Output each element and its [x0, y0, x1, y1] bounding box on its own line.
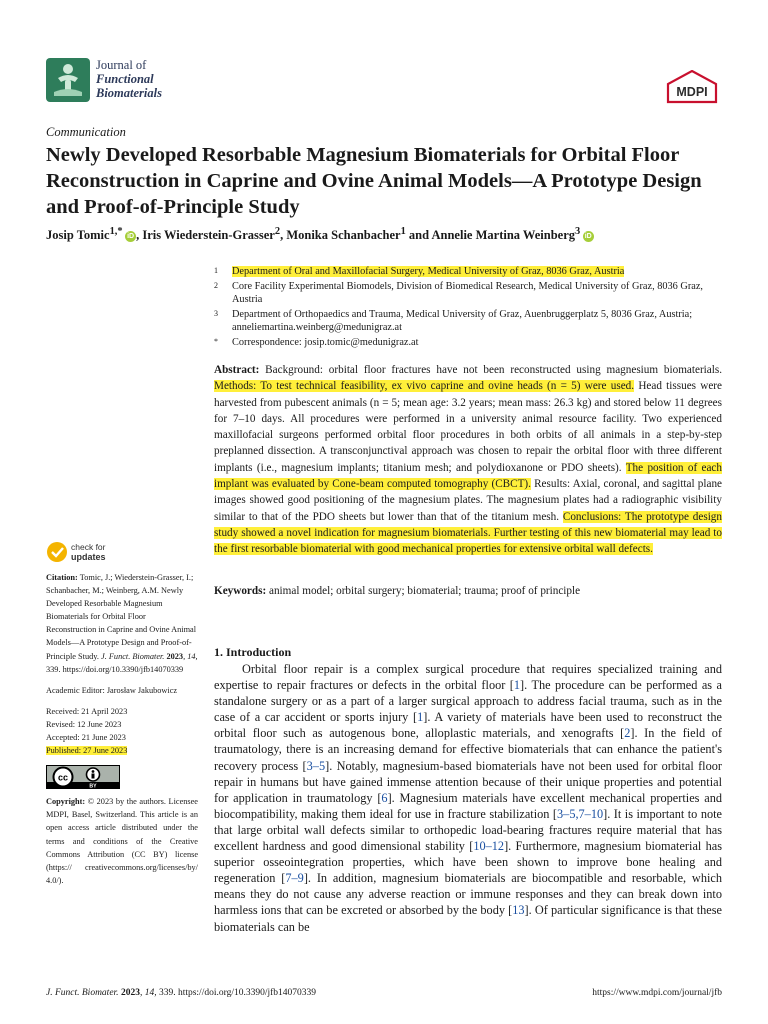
- affiliation-item: [214, 280, 724, 306]
- intro-text: ]. Furthermore, magnesium biomaterial has superior osseointegration properties, which have been shown to improve bone healing and regeneration [: [214, 839, 723, 886]
- abstract-text: Results: Axial, coronal, and sagittal plane images showed good positioning of the magnesium plates. The magnesium plates had a radiographic visibility similar to that of the PDO sheets but lower than that of the titanium mesh.: [214, 478, 722, 523]
- citation-text: Tomic, J.; Wiederstein-Grasser, I.; Schanbacher, M.; Weinberg, A.M. Newly Developed Resorbable Magnesium Biomaterials for Orbital Floor Reconstruction in Caprine and Ovine Animal Models—A Prototype Design and Proof-of-Principle Study.: [46, 573, 197, 661]
- reference-link[interactable]: 1: [513, 678, 521, 693]
- author-name: Annelie Martina Weinberg: [431, 228, 576, 243]
- cc-by-label: BY: [89, 783, 97, 789]
- affiliation-text: Department of Orthopaedics and Trauma, Medical University of Graz, Auenbruggerplatz 5, 8036 Graz, Austria; anneliemartina.weinberg@medunigraz.at: [232, 308, 693, 333]
- abstract-highlighted-text: Conclusions: The prototype design study showed a novel indication for magnesium biomaterials. Further testing of this new biomaterial may lead to the first resorbable biomaterial with good mechanical properties for extensive orbital wall defects.: [214, 510, 722, 556]
- reference-link[interactable]: 3–5,7–10: [557, 806, 604, 821]
- keywords-text: animal model; orbital surgery; biomaterial; trauma; proof of principle: [266, 585, 581, 597]
- orcid-icon[interactable]: iD: [127, 233, 135, 241]
- intro-text: ]. In the field of traumatology, there is an increasing demand for effective biomaterials that can enhance the patient's recovery process [: [214, 726, 722, 773]
- citation-volume: , 14,: [183, 651, 198, 661]
- intro-text: ]. A variety of materials have been used to reconstruct the orbital floor such as autogenous bone, alloplastic materials, and xenografts [: [214, 710, 722, 741]
- citation-label: Citation:: [46, 573, 78, 582]
- reference-link[interactable]: 10–12: [473, 839, 505, 854]
- footer-volume: , 14,: [139, 988, 157, 998]
- citation: [46, 571, 198, 676]
- abstract-highlighted-text: Methods: To test technical feasibility, ex vivo caprine and ovine heads (n = 5) were used.: [214, 380, 635, 393]
- citation-journal: J. Funct. Biomater.: [101, 651, 165, 661]
- footer-year: 2023: [118, 988, 140, 998]
- reference-link[interactable]: 2: [624, 726, 631, 741]
- author-affiliation-mark: 2: [274, 226, 281, 237]
- footer-citation: [46, 988, 316, 998]
- author-name: Josip Tomic: [46, 228, 110, 243]
- author-affiliation-mark: 1: [400, 226, 406, 237]
- publisher-label: MDPI: [676, 85, 708, 99]
- author-separator: ,: [136, 228, 143, 243]
- affiliation-number: 3: [214, 308, 218, 318]
- author-name: Monika Schanbacher: [286, 228, 401, 243]
- affiliation-item: [214, 265, 724, 278]
- intro-text: ]. Magnesium materials have excellent mechanical properties and biocompatibility, making them ideal for use in fracture stabilization [: [214, 790, 722, 821]
- abstract-label: Abstract:: [214, 364, 260, 376]
- dates: [46, 705, 198, 757]
- citation-year: 2023: [164, 651, 184, 661]
- abstract-highlighted-text: The position of each implant was evaluated by Cone-beam computed tomography (CBCT).: [214, 461, 722, 491]
- check-updates-line2: updates: [71, 552, 106, 562]
- affiliation-number: 2: [214, 280, 218, 290]
- author-name: Iris Wiederstein-Grasser: [142, 228, 275, 243]
- reference-link[interactable]: 6: [381, 790, 388, 805]
- cc-symbol-label: cc: [57, 772, 69, 783]
- sidebar: [46, 571, 198, 887]
- revised-date: Revised: 12 June 2023: [46, 719, 122, 729]
- reference-link[interactable]: 7–9: [285, 871, 304, 886]
- received-date: Received: 21 April 2023: [46, 706, 128, 716]
- check-updates-line1: check for: [71, 542, 106, 552]
- affiliations: [214, 265, 724, 350]
- article-title: Newly Developed Resorbable Magnesium Biomaterials for Orbital Floor Reconstruction in Caprine and Ovine Animal Models—A Prototype Design and Proof-of-Principle Study: [46, 144, 702, 218]
- academic-editor: Academic Editor: Jarosław Jakubowicz: [46, 685, 178, 695]
- keywords-label: Keywords:: [214, 585, 267, 597]
- intro-text: ]. Notably, magnesium-based biomaterials have not been used for orbital floor repair in humans but have gained immense attention because of their unique properties and potential for application in traumatology [: [214, 758, 722, 805]
- citation-doi[interactable]: 339. https://doi.org/10.3390/jfb14070339: [46, 664, 184, 674]
- journal-name-line1: Journal of: [96, 58, 147, 72]
- published-date: [46, 744, 198, 757]
- abstract: [214, 362, 722, 558]
- article-type: Communication: [46, 125, 126, 139]
- journal-name-line2: Functional: [96, 72, 154, 86]
- accepted-date: Accepted: 21 June 2023: [46, 733, 126, 743]
- mdpi-logo-icon: [666, 70, 718, 104]
- introduction-body: [214, 661, 722, 935]
- reference-link[interactable]: 3–5: [306, 758, 326, 773]
- author-list: [46, 226, 726, 243]
- affiliation-item: [214, 336, 724, 349]
- abstract-text: Head tissues were harvested from pubescent animals (n = 5; mean age: 3.2 years; mean mass: 26.3 kg) and stored below 11 degrees for 7–10 days. All procedures were performed in a university animal resource facility. Two experienced maxillofacial surgeons performed orbital floor procedures in both orbits of all animals in a step-by-step preplanned dissection. A transconjunctival approach was chosen to repair the orbital floor with three different implants (i.e., magnesium implants; titanium mesh; and polydioxanone or PDO sheets).: [214, 380, 722, 474]
- affiliation-text: Department of Oral and Maxillofacial Surgery, Medical University of Graz, 8036 Graz, Austria: [232, 266, 625, 277]
- intro-text: ]. In addition, magnesium biomaterials are biocompatible and resorbable, which means they do not cause any adverse reaction or immune responses and they can break down into harmless ions that can be excreted or absorbed by the body [: [214, 871, 722, 918]
- keywords: [214, 584, 722, 599]
- author-separator: and: [405, 228, 432, 243]
- author-affiliation-mark: 1,*: [109, 226, 123, 237]
- cc-by-license-badge[interactable]: [46, 765, 120, 789]
- intro-text: Orbital floor repair is a complex surgical procedure that requires specialized training and expertise to repair fractures or defects in the orbital floor [: [214, 662, 722, 693]
- affiliation-number: 1: [214, 266, 218, 275]
- cc-by-icon: [47, 766, 119, 788]
- reference-link[interactable]: 13: [512, 903, 525, 918]
- journal-logo-icon: [46, 58, 90, 102]
- journal-name-line3: Biomaterials: [96, 86, 162, 100]
- footer-journal-url[interactable]: https://www.mdpi.com/journal/jfb: [592, 988, 722, 998]
- introduction-heading: 1. Introduction: [214, 645, 292, 659]
- copyright: [46, 795, 198, 887]
- author-affiliation-mark: 3: [575, 226, 581, 237]
- intro-text: ]. Of particular significance is that these biomaterials can be: [214, 903, 723, 934]
- abstract-body: [214, 364, 722, 555]
- affiliation-number: *: [214, 336, 218, 346]
- published-date-text: Published: 27 June 2023: [46, 746, 128, 756]
- affiliation-item: [214, 308, 724, 334]
- author-separator: ,: [280, 228, 287, 243]
- copyright-label: Copyright:: [46, 797, 86, 807]
- orcid-icon[interactable]: iD: [584, 233, 592, 241]
- abstract-text: Background: orbital floor fractures have not been reconstructed using magnesium biomaterials.: [259, 364, 722, 376]
- affiliation-text: Correspondence: josip.tomic@medunigraz.at: [232, 336, 419, 348]
- footer-journal: J. Funct. Biomater.: [46, 988, 119, 998]
- intro-text: ]. It is important to note that large orbital wall defects similar to orthopedic load-bearing fractures require material that has excellent hardness and good dimensional stability [: [214, 806, 722, 854]
- affiliation-text: Core Facility Experimental Biomodels, Division of Biomedical Research, Medical University of Graz, 8036 Graz, Austria: [232, 280, 703, 305]
- check-for-updates-button[interactable]: [46, 540, 166, 564]
- footer-doi[interactable]: 339. https://doi.org/10.3390/jfb14070339: [156, 988, 317, 998]
- intro-text: ]. The procedure can be performed as a standalone surgery or as a part of a larger surgical approach to address facial trauma, such as in the case of a car accident or sports injury [: [214, 678, 723, 725]
- journal-name: [96, 58, 162, 100]
- copyright-text: © 2023 by the authors. Licensee MDPI, Basel, Switzerland. This article is an open access article distributed under the terms and conditions of the Creative Commons Attribution (CC BY) license (https:// creativecommons.org/licenses/by/ 4.0/).: [46, 797, 198, 885]
- reference-link[interactable]: 1: [417, 710, 424, 725]
